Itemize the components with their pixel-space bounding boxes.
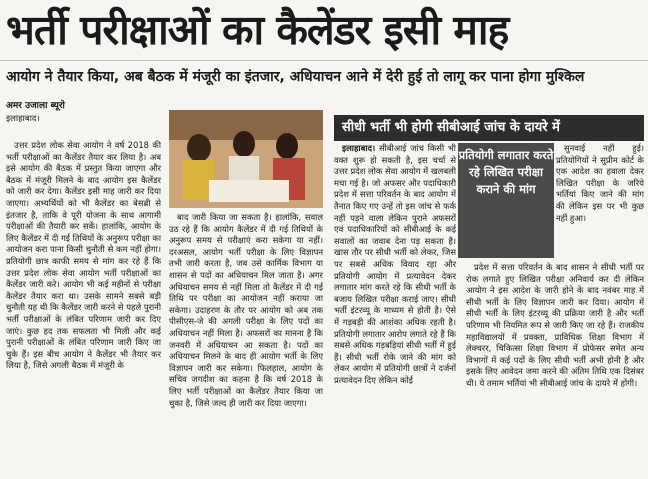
dateline: इलाहाबाद।	[6, 114, 40, 124]
article-paragraph: बाद जारी किया जा सकता है। हालांकि, सवाल उठ रहे हैं कि आयोग कैलेंडर में दी गई तिथियों के अनुरूप समय से परीक्षाएं करा सकेगा या नहीं। दरअसल, आयोग भर्ती परीक्षा के लिए विज्ञापन तभी जारी करता है, जब उसे कार्मिक विभाग या शासन से पदों का अधियाचन मिल जाता है। अगर अधियाचन समय से नहीं मिला तो कैलेंडर में दी गई तिथि पर परीक्षा का आयोजन नहीं कराया जा सकेगा। उदाहरण के तौर पर आयोग को अब तक पीसीएस-जे की अगली परीक्षा के लिए पदों का अधियाचन नहीं मिला है। अफसरों का मानना है कि जनवरी में अधियाचन आ सकता है। पदों का अधियाचन मिलने के बाद ही आयोग भर्ती के लिए विज्ञापन जारी कर सकेगा। फिलहाल, आयोग के सचिव जगदीश का कहना है कि वर्ष 2018 के लिए भर्ती परीक्षाओं का कैलेंडर तैयार किया जा चुका है, जिसे जल्द ही जारी कर दिया जाएगा।	[169, 212, 323, 408]
article-paragraph: उत्तर प्रदेश लोक सेवा आयोग ने वर्ष 2018 की भर्ती परीक्षाओं का कैलेंडर तैयार कर लिया है। अब इसे आयोग की बैठक में प्रस्तुत किया जाएगा और बैठक में मंजूरी मिलने के बाद आयोग इस कैलेंडर को जारी कर देगा। कैलेंडर इसी माह जारी कर दिया जाएगा। अभ्यर्थियों को भी कैलेंडर का बेसब्री से इंतजार है, ताकि वे पूरी योजना के साथ आगामी परीक्षाओं की तैयारी कर सकें। हालांकि, आयोग के लिए कैलेंडर में दी गई तिथियों के अनुरूप परीक्षा का आयोजन करा पाना किसी चुनौती से कम नहीं होगा। प्रतियोगी छात्र काफी समय से मांग कर रहे हैं कि उत्तर प्रदेश लोक सेवा आयोग भर्ती परीक्षाओं का कैलेंडर जारी करे। आयोग भी कई महीनों से परीक्षा कैलेंडर तैयार करा था। उसके सामने सबसे बड़ी चुनौती यह थी कि कैलेंडर जारी करने से पहले पुरानी भर्ती परीक्षाओं के लंबित परिणाम जारी कर दिए जाएं। कुछ हद तक सफलता भी मिली और कई पुरानी परीक्षाओं के लंबित परिणाम जारी किए जा चुके हैं। इस बीच आयोग ने कैलेंडर भी तैयार कर लिया है, जिसे अगली बैठक में मंजूरी के	[6, 140, 161, 371]
pull-quote: प्रतियोगी लगातार करते रहे लिखित परीक्षा कराने की मांग	[458, 143, 554, 258]
sidebar-paragraph: सुनवाई नहीं हुई। प्रतियोगियों ने सुप्रीम कोर्ट के एक आदेश का हवाला देकर लिखित परीक्षा के जरिये भर्तियां किए जाने की मांग की लेकिन इस पर भी कुछ नहीं हुआ।	[556, 143, 644, 223]
page-headline: भर्ती परीक्षाओं का कैलेंडर इसी माह	[6, 6, 509, 54]
article-column-2	[169, 212, 323, 476]
sidebar-paragraph	[334, 143, 456, 386]
byline: अमर उजाला ब्यूरो	[6, 101, 65, 111]
sidebar-dateline: इलाहाबाद।	[342, 143, 376, 153]
sidebar-column-1	[334, 143, 456, 476]
subheadline: आयोग ने तैयार किया, अब बैठक में मंजूरी का इंतजार, अधियाचन आने में देरी हुई तो लागू कर पाना होगा मुश्किल	[6, 69, 585, 85]
divider	[0, 60, 648, 61]
sidebar-column-2	[466, 262, 644, 476]
sidebar-paragraph: प्रदेश में सत्ता परिवर्तन के बाद शासन ने सीधी भर्ती पर रोक लगाते हुए लिखित परीक्षा अनिवार्य कर दी लेकिन आयोग ने इस आदेश के जारी होने के बाद नवंबर माह में सीधी भर्ती के लिए विज्ञापन जारी कर दिया। आयोग में सीधी भर्ती के लिए इंटरव्यू की प्रक्रिया जारी है और भर्ती परिणाम भी नियमित रूप से जारी किए जा रहे हैं। राजकीय महाविद्यालयों में प्रवक्ता, प्राविधिक शिक्षा विभाग में लेक्चरर, चिकित्सा शिक्षा विभाग में प्रोफेसर समेत अन्य विभागों में कई पदों के लिए सीधी भर्ती अभी होनी है और इसके लिए आवेदन जमा करने की अंतिम तिथि एक दिसंबर थी। ये तमाम भर्तियां भी सीबीआई जांच के दायरे में होंगी।	[466, 262, 644, 388]
sidebar-text: सीबीआई जांच किसी भी वक्त शुरू हो सकती है, इस चर्चा से उत्तर प्रदेश लोक सेवा आयोग में खलबली मचा गई है। जो अफसर और पदाधिकारी प्रदेश में सत्ता परिवर्तन के बाद आयोग में तैनात किए गए उन्हें तो इस जांच से फर्क नहीं पड़ने वाला लेकिन पुराने अफसरों एवं पदाधिकारियों को सीबीआई के कई सवालों का जवाब देना पड़ सकता है। खास तौर पर सीधी भर्ती को लेकर, जिस पर सबसे अधिक विवाद रहा और प्रतियोगी आयोग में प्रत्यावेदन देकर लगातार मांग करते रहे कि सीधी भर्ती के बजाय लिखित परीक्षा कराई जाए। सीधी भर्ती इंटरव्यू के माध्यम से होती है। ऐसे में गड़बड़ी की आशंका अधिक रहती है। प्रतियोगी लगातार आरोप लगाते रहे हैं कि सबसे अधिक गड़बड़ियां सीधी भर्ती में हुई हैं। सीधी भर्ती रोके जाने की मांग को लेकर आयोग में प्रतियोगी छात्रों ने दर्जनों प्रत्यावेदन दिए लेकिन कोई	[334, 143, 456, 385]
sidebar-column-2-top	[556, 143, 644, 258]
article-column-1	[6, 140, 161, 476]
sidebar-story-banner: सीधी भर्ती भी होगी सीबीआई जांच के दायरे में	[334, 115, 644, 141]
students-photo	[169, 110, 323, 208]
